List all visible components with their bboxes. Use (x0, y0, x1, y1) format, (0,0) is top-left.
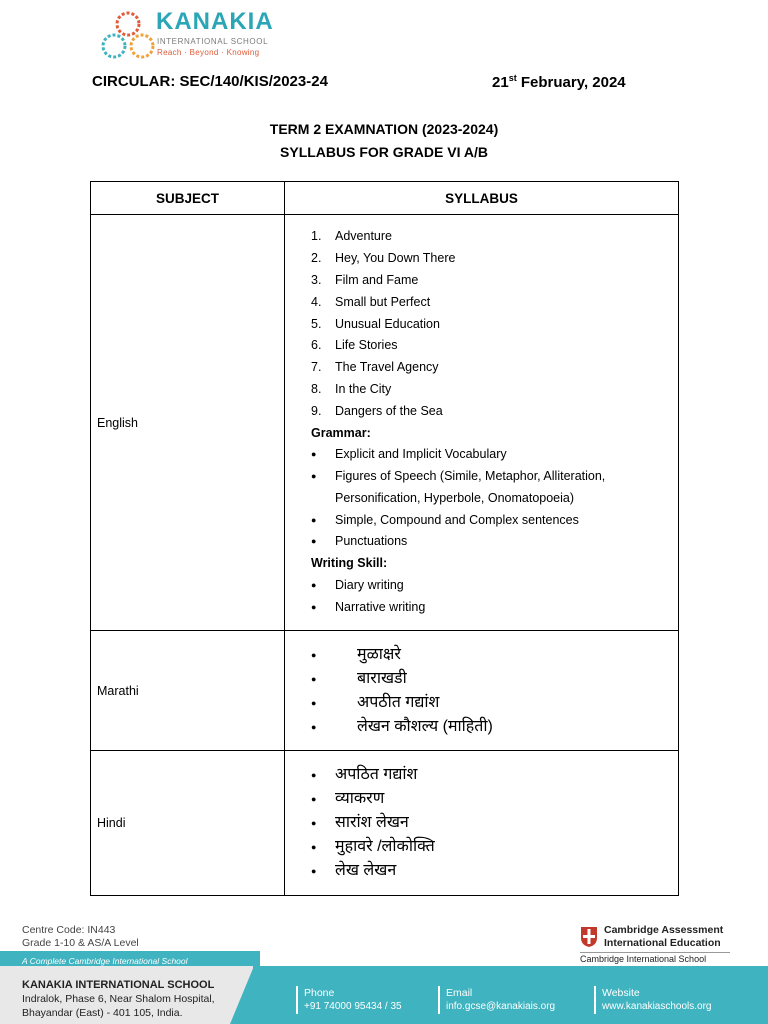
subject-cell-english: English (91, 215, 285, 631)
english-lesson-list (311, 226, 670, 422)
list-item: ● Explicit and Implicit Vocabulary (311, 444, 670, 466)
list-item: ● लेखन कौशल्य (माहिती) (311, 715, 670, 739)
list-number: 6. (311, 338, 322, 353)
grade-levels: Grade 1-10 & AS/A Level (22, 937, 139, 949)
list-item (311, 248, 670, 270)
list-number: 7. (311, 360, 322, 375)
list-item: ● Punctuations (311, 531, 670, 553)
syllabus-title: SYLLABUS FOR GRADE VI A/B (280, 144, 488, 160)
table-row-marathi (91, 631, 679, 751)
brand-subtitle: INTERNATIONAL SCHOOL (157, 37, 269, 46)
divider (296, 986, 298, 1014)
date-suffix: st (508, 73, 517, 83)
footer-address (22, 978, 215, 1020)
divider (580, 952, 730, 953)
list-item: ● व्याकरण (311, 787, 670, 811)
lesson-title: Unusual Education (335, 316, 440, 331)
list-item: ● अपठीत गद्यांश (311, 691, 670, 715)
list-item: ● Figures of Speech (Simile, Metaphor, Alliteration, Personification, Hyperbole, Onomatopoeia) (311, 466, 670, 510)
date-day: 21 (492, 74, 509, 91)
writing-skill-list (311, 575, 670, 619)
address-line-1: Indralok, Phase 6, Near Shalom Hospital, (22, 993, 215, 1005)
email-link[interactable]: info.gcse@kanakiais.org (446, 1001, 556, 1012)
grammar-heading: Grammar: (311, 425, 371, 440)
brand-tagline: Reach · Beyond · Knowing (157, 48, 260, 57)
list-item: ● मुळाक्षरे (311, 643, 670, 667)
list-item: ● Diary writing (311, 575, 670, 597)
footer-website (602, 986, 712, 1014)
lesson-title: Life Stories (335, 338, 398, 353)
lesson-title: In the City (335, 381, 392, 396)
subject-cell-marathi: Marathi (91, 631, 285, 751)
list-item: ● बाराखडी (311, 667, 670, 691)
lesson-title: Adventure (335, 229, 392, 244)
divider (594, 986, 596, 1014)
list-item (311, 401, 670, 423)
column-header-syllabus: SYLLABUS (285, 182, 679, 215)
list-number: 5. (311, 316, 322, 331)
email-label: Email (446, 987, 473, 999)
syllabus-cell-hindi (285, 751, 679, 896)
circular-date (492, 73, 626, 91)
lesson-title: Film and Fame (335, 272, 419, 287)
school-name: KANAKIA INTERNATIONAL SCHOOL (22, 979, 215, 991)
footer-centre-info (22, 924, 139, 950)
circular-number: CIRCULAR: SEC/140/KIS/2023-24 (92, 73, 328, 90)
list-item: ● Simple, Compound and Complex sentences (311, 510, 670, 532)
list-number: 9. (311, 403, 322, 418)
cambridge-shield-icon (580, 926, 598, 948)
list-number: 4. (311, 294, 322, 309)
list-number: 1. (311, 229, 322, 244)
list-item: ● लेख लेखन (311, 859, 670, 883)
list-item (311, 292, 670, 314)
footer-band-text: A Complete Cambridge International School (22, 956, 188, 966)
cambridge-line-3: Cambridge International School (580, 954, 707, 964)
list-item (311, 379, 670, 401)
table-row-hindi (91, 751, 679, 896)
lesson-title: The Travel Agency (335, 360, 439, 375)
marathi-topic-list (311, 643, 670, 739)
footer-phone (304, 986, 402, 1014)
brand-name: KANAKIA (156, 8, 274, 35)
cambridge-line-1: Cambridge Assessment (604, 924, 724, 936)
website-label: Website (602, 987, 640, 999)
school-logo (100, 8, 300, 64)
footer-band (0, 951, 260, 966)
table-row-english (91, 215, 679, 631)
phone-label: Phone (304, 987, 335, 999)
grammar-list (311, 444, 670, 553)
logo-shell-icon (100, 10, 158, 66)
syllabus-cell-marathi (285, 631, 679, 751)
list-item: ● अपठित गद्यांश (311, 763, 670, 787)
list-item (311, 335, 670, 357)
list-number: 3. (311, 272, 322, 287)
list-item (311, 226, 670, 248)
website-link[interactable]: www.kanakiaschools.org (602, 1001, 712, 1012)
list-item (311, 270, 670, 292)
syllabus-table (90, 181, 679, 896)
exam-title: TERM 2 EXAMNATION (2023-2024) (269, 121, 499, 137)
address-line-2: Bhayandar (East) - 401 105, India. (22, 1007, 183, 1019)
footer-email (446, 986, 555, 1014)
list-item: ● सारांश लेखन (311, 811, 670, 835)
list-item: ● मुहावरे /लोकोक्ति (311, 835, 670, 859)
syllabus-cell-english (285, 215, 679, 631)
hindi-topic-list (311, 763, 670, 883)
cambridge-line-2: International Education (604, 937, 721, 949)
writing-skill-heading: Writing Skill: (311, 556, 388, 571)
list-number: 2. (311, 251, 322, 266)
lesson-title: Dangers of the Sea (335, 403, 443, 418)
lesson-title: Small but Perfect (335, 294, 431, 309)
centre-code: Centre Code: IN443 (22, 924, 116, 936)
list-item (311, 357, 670, 379)
divider (438, 986, 440, 1014)
phone-value[interactable]: +91 74000 95434 / 35 (304, 1001, 402, 1012)
date-rest: February, 2024 (516, 74, 626, 91)
table-header-row (91, 182, 679, 215)
column-header-subject: SUBJECT (91, 182, 285, 215)
lesson-title: Hey, You Down There (335, 251, 456, 266)
list-item (311, 314, 670, 336)
list-item: ● Narrative writing (311, 597, 670, 619)
footer-accent-shape (230, 966, 254, 1024)
list-number: 8. (311, 381, 322, 396)
subject-cell-hindi: Hindi (91, 751, 285, 896)
